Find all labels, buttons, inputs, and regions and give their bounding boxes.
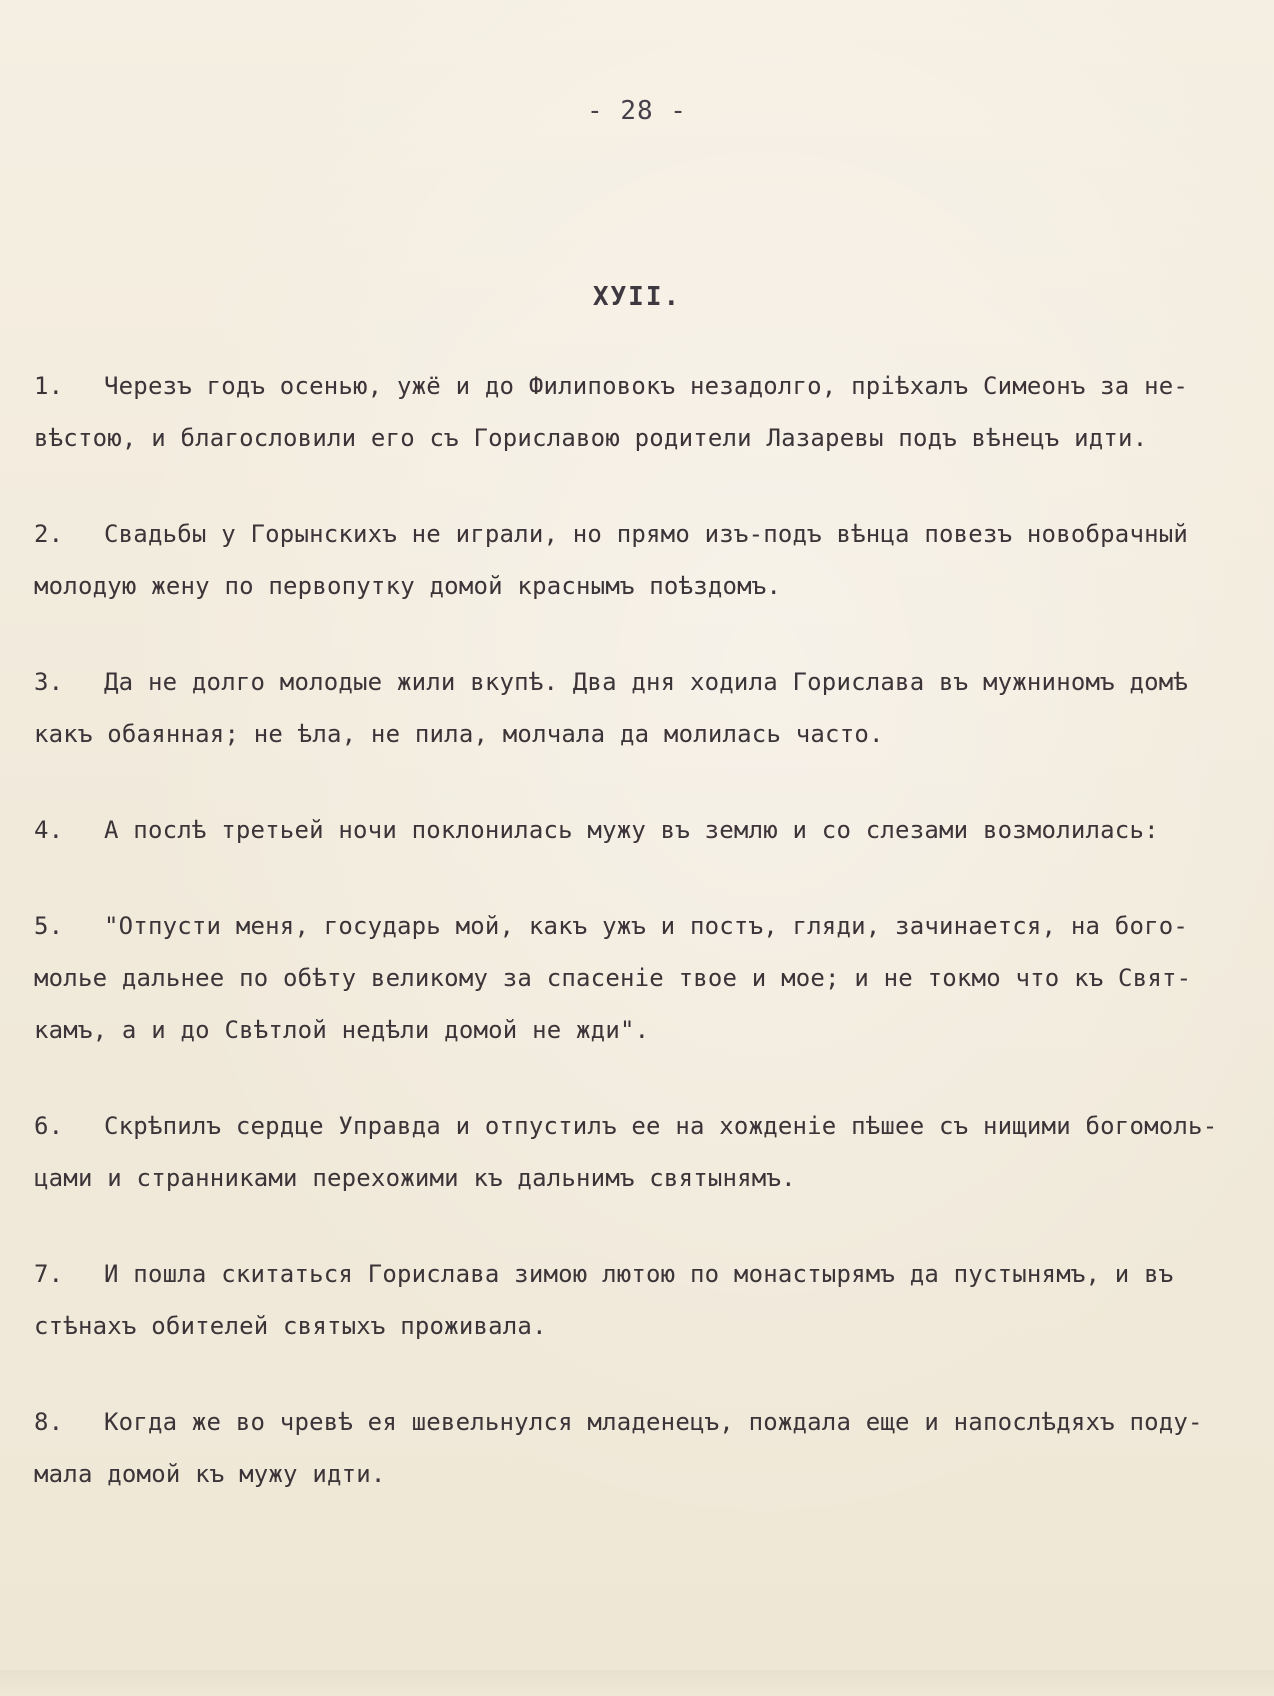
verse-line: молье дальнее по обѣту великому за спасенiе твое и мое; и не токмо что къ Свят- [34, 964, 1192, 992]
verse-list [34, 360, 1234, 1544]
verse-line: стѣнахъ обителей святыхъ проживала. [34, 1312, 547, 1340]
verse-line: мала домой къ мужу идти. [34, 1460, 386, 1488]
verse-number: 5. [34, 912, 64, 940]
verse-line: вѣстою, и благословили его съ Гориславою родители Лазаревы подъ вѣнецъ идти. [34, 424, 1148, 452]
verse [34, 900, 1234, 1056]
verse-line: цами и странниками перехожими къ дальнимъ святынямъ. [34, 1164, 796, 1192]
verse-text: А послѣ третьей ночи поклонилась мужу въ землю и со слезами возмолилась: [104, 816, 1159, 844]
verse-number: 7. [34, 1260, 64, 1288]
verse-line [34, 508, 1234, 560]
verse [34, 360, 1234, 464]
verse-line: камъ, а и до Свѣтлой недѣли домой не жди". [34, 1016, 650, 1044]
verse-line [34, 1248, 1234, 1300]
verse-text: Скрѣпилъ сердце Управда и отпустилъ ее на хожденiе пѣшее съ нищими богомоль- [104, 1112, 1218, 1140]
verse-line: какъ обаянная; не ѣла, не пила, молчала да молилась часто. [34, 720, 884, 748]
verse-line [34, 1396, 1234, 1448]
verse [34, 1248, 1234, 1352]
verse-text: Черезъ годъ осенью, ужё и до Филиповокъ незадолго, прiѣхалъ Симеонъ за не- [104, 372, 1189, 400]
verse-number: 6. [34, 1112, 64, 1140]
verse-number: 3. [34, 668, 64, 696]
verse [34, 656, 1234, 760]
verse-number: 4. [34, 816, 64, 844]
verse-line [34, 360, 1234, 412]
verse-line: молодую жену по первопутку домой краснымъ поѣздомъ. [34, 572, 782, 600]
verse-number: 2. [34, 520, 64, 548]
verse-number: 1. [34, 372, 64, 400]
verse-number: 8. [34, 1408, 64, 1436]
verse-text: Да не долго молодые жили вкупѣ. Два дня ходила Горислава въ мужниномъ домѣ [104, 668, 1189, 696]
page-bottom-edge [0, 1670, 1274, 1696]
verse [34, 508, 1234, 612]
verse-text: Когда же во чревѣ ея шевельнулся младенецъ, пождала еще и напослѣдяхъ поду- [104, 1408, 1203, 1436]
verse [34, 1100, 1234, 1204]
verse-text: "Отпусти меня, государь мой, какъ ужъ и постъ, гляди, зачинается, на бого- [104, 912, 1189, 940]
verse-line [34, 900, 1234, 952]
verse-line [34, 1100, 1234, 1152]
verse [34, 804, 1234, 856]
page-number: - 28 - [587, 96, 687, 126]
verse-text: И пошла скитаться Горислава зимою лютою по монастырямъ да пустынямъ, и въ [104, 1260, 1174, 1288]
verse-line [34, 656, 1234, 708]
chapter-title: ХУII. [592, 282, 682, 312]
verse-line [34, 804, 1234, 856]
verse-text: Свадьбы у Горынскихъ не играли, но прямо изъ-подъ вѣнца повезъ новобрачный [104, 520, 1189, 548]
verse [34, 1396, 1234, 1500]
